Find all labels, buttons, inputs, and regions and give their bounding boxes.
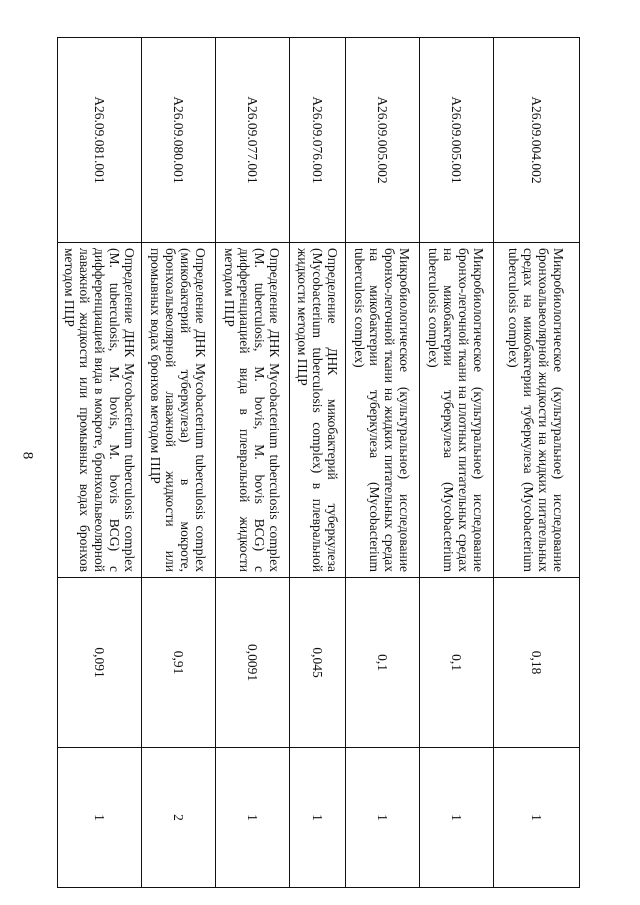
service-code-cell: A26.09.076.001 bbox=[290, 38, 346, 243]
multiplicity-cell: 1 bbox=[346, 748, 420, 888]
multiplicity-cell: 1 bbox=[494, 748, 580, 888]
multiplicity-cell: 1 bbox=[216, 748, 290, 888]
table-row bbox=[494, 38, 580, 888]
frequency-value-cell: 0,091 bbox=[58, 578, 142, 748]
page-number: 8 bbox=[19, 451, 36, 460]
table-row bbox=[420, 38, 494, 888]
service-code-cell: A26.09.004.002 bbox=[494, 38, 580, 243]
service-code-cell: A26.09.005.002 bbox=[346, 38, 420, 243]
frequency-value-cell: 0,0091 bbox=[216, 578, 290, 748]
multiplicity-cell: 2 bbox=[142, 748, 216, 888]
services-table-body bbox=[58, 38, 580, 888]
frequency-value-cell: 0,1 bbox=[420, 578, 494, 748]
service-name-cell: Определение ДНК Mycobacterium tuberculosis complex (M. tuberculosis, M. bovis, M. bovis BCG) с дифференциацией вида в плевральной жидкости методом ПЦР bbox=[216, 243, 290, 578]
service-name-cell: Микробиологическое (культуральное) исследование бронхо-легочной ткани на плотных питательных средах на микобактерии туберкулеза (Mycobacterium tuberculosis complex) bbox=[420, 243, 494, 578]
service-name-cell: Определение ДНК Mycobacterium tuberculosis complex (микобактерий туберкулеза) в мокроте, бронхоальвеолярной лаважной жидкости или промывных водах бронхов методом ПЦР bbox=[142, 243, 216, 578]
multiplicity-cell: 1 bbox=[420, 748, 494, 888]
frequency-value-cell: 0,1 bbox=[346, 578, 420, 748]
multiplicity-cell: 1 bbox=[290, 748, 346, 888]
frequency-value-cell: 0,91 bbox=[142, 578, 216, 748]
table-row bbox=[216, 38, 290, 888]
service-name-cell: Микробиологическое (культуральное) исследование бронхоальвеолярной жидкости на жидких питательных средах на микобактерии туберкулеза (Mycobacterium tuberculosis complex) bbox=[494, 243, 580, 578]
service-code-cell: A26.09.080.001 bbox=[142, 38, 216, 243]
rotated-table-wrapper bbox=[58, 37, 580, 887]
table-row bbox=[142, 38, 216, 888]
services-table bbox=[57, 37, 580, 888]
service-code-cell: A26.09.077.001 bbox=[216, 38, 290, 243]
table-row bbox=[58, 38, 142, 888]
frequency-value-cell: 0,045 bbox=[290, 578, 346, 748]
service-name-cell: Определение ДНК Mycobacterium tuberculosis complex (M. tuberculosis, M. bovis, M. bovis BCG) с дифференциацией вида в мокроте, бронхоальвеолярной лаважной жидкости или промывных водах бронхов методом ПЦР bbox=[58, 243, 142, 578]
frequency-value-cell: 0,18 bbox=[494, 578, 580, 748]
multiplicity-cell: 1 bbox=[58, 748, 142, 888]
service-name-cell: Микробиологическое (культуральное) исследование бронхо-легочной ткани на жидких питательных средах на микобактерии туберкулеза (Mycobacterium tuberculosis complex) bbox=[346, 243, 420, 578]
table-row bbox=[346, 38, 420, 888]
service-code-cell: A26.09.081.001 bbox=[58, 38, 142, 243]
table-row bbox=[290, 38, 346, 888]
service-name-cell: Определение ДНК микобактерий туберкулеза (Mycobacterium tuberculosis complex) в плевральной жидкости методом ПЦР bbox=[290, 243, 346, 578]
service-code-cell: A26.09.005.001 bbox=[420, 38, 494, 243]
